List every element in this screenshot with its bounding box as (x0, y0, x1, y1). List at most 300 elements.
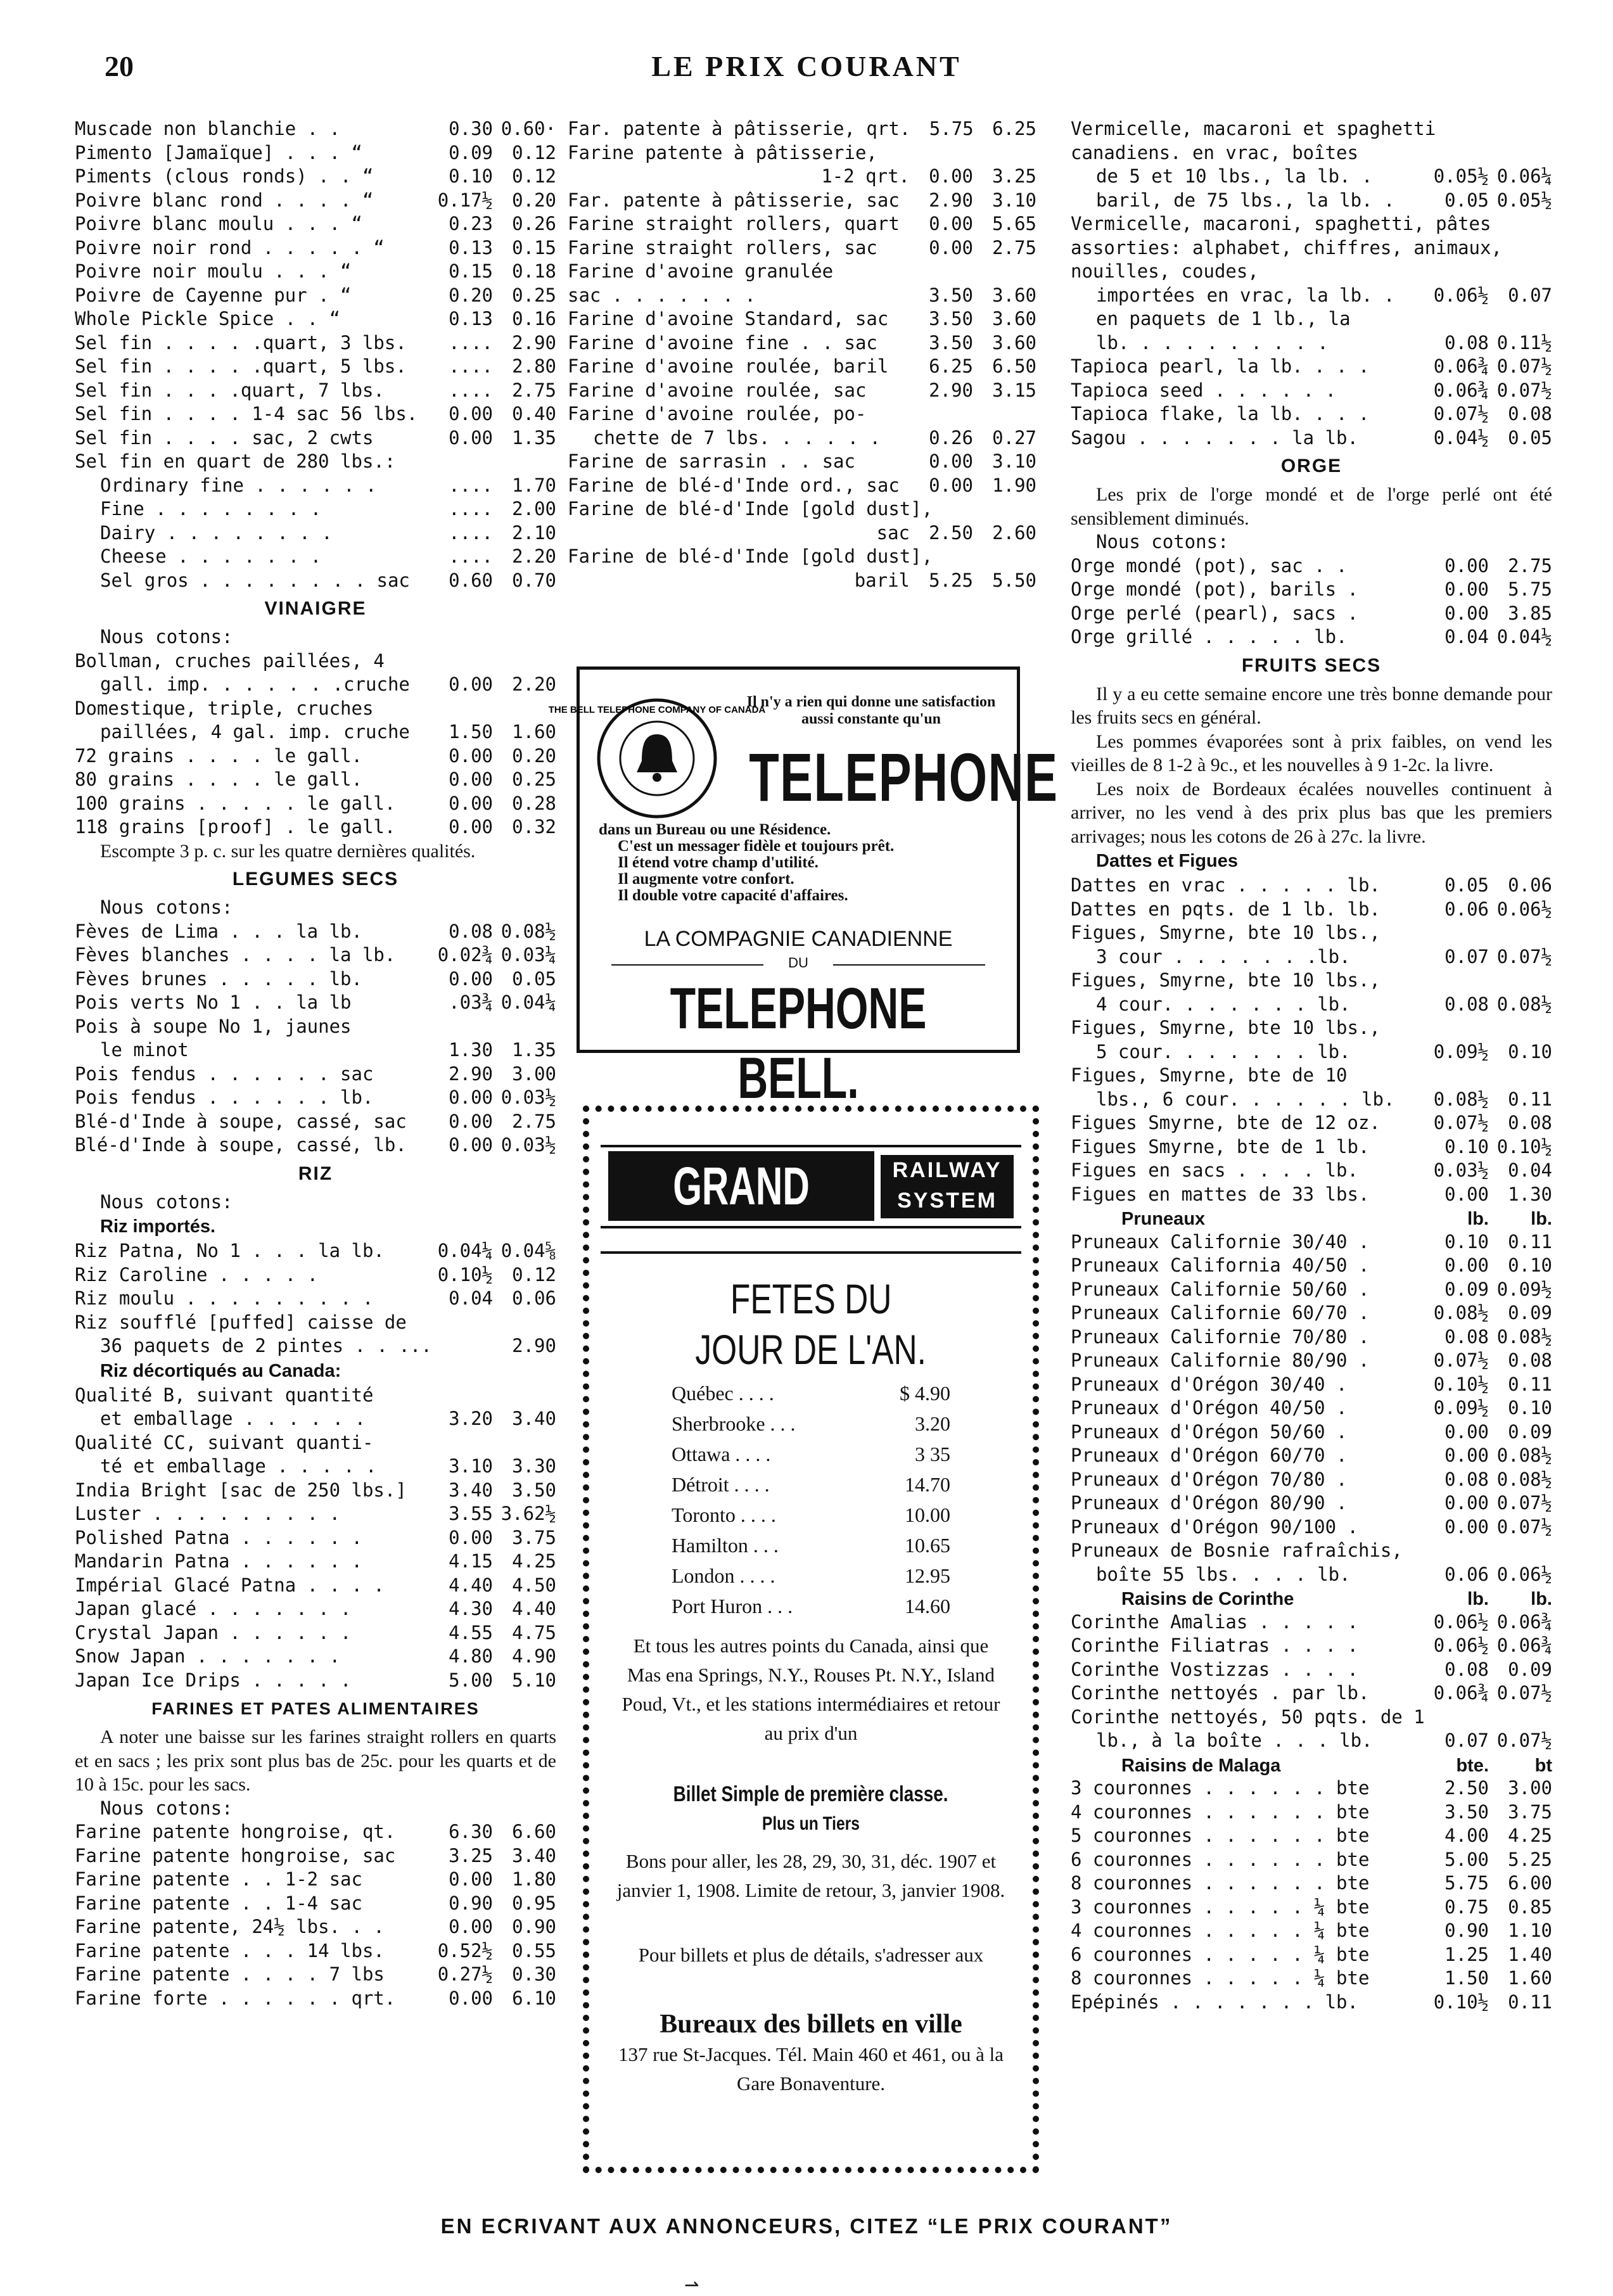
item-label: 1-2 qrt. (821, 165, 910, 187)
price-high: 4.40 (512, 1598, 556, 1619)
price-row (593, 426, 1036, 450)
price-low: 0.09 (1444, 1278, 1489, 1300)
item-label: 5 cour. . . . . . . lb. (1096, 1040, 1351, 1062)
item-label: Pruneaux California 40/50 . (1071, 1254, 1370, 1276)
price-row (75, 355, 556, 379)
price-row (1096, 1729, 1552, 1753)
price-low: 5.75 (1444, 1872, 1489, 1894)
price-low: 5.00 (1444, 1848, 1489, 1870)
fetes-heading (583, 1273, 1039, 1375)
autres-points: Et tous les autres points du Canada, ainsi que Mas ena Springs, N.Y., Rouses Pt. N.Y., Island Poud, Vt., et les stations intermédiaires et retour au prix d'un (622, 1635, 1000, 1744)
price-row (75, 991, 556, 1015)
price-high: 2.90 (512, 331, 556, 354)
price-low: 0.00 (1444, 1492, 1489, 1514)
price-low: 0.75 (1444, 1896, 1489, 1918)
price-row (1071, 1967, 1552, 1991)
price-row (568, 521, 1036, 545)
price-high: 0.32 (512, 816, 556, 838)
item-label: 8 couronnes . . . . . ¼ bte (1071, 1967, 1370, 1989)
price-low: 2.90 (929, 189, 973, 211)
price-high: 3.60 (992, 308, 1036, 329)
price-row (1071, 1658, 1552, 1682)
qualite-cc-row (75, 1455, 556, 1479)
price-row (1071, 1896, 1552, 1920)
price-row (75, 1110, 556, 1134)
price-high: 3.60 (992, 331, 1036, 354)
price-high: 3.60 (992, 284, 1036, 306)
price-row (75, 402, 556, 426)
item-label: chette de 7 lbs. . . . . . (593, 426, 881, 449)
figues-row (1071, 945, 1552, 969)
price-row (75, 1597, 556, 1621)
price-high: 0.95 (512, 1892, 556, 1914)
price-row (75, 1239, 556, 1263)
item-label: lb., à la boîte . . . lb. (1096, 1730, 1373, 1751)
destination-row (672, 1469, 950, 1500)
price-row (1096, 189, 1552, 213)
price-low: 0.00 (449, 1134, 493, 1156)
price-low: 0.52½ (437, 1939, 493, 1961)
price-low: 0.60 (449, 569, 493, 591)
price-row (1071, 625, 1552, 649)
price-high: 0.07½ (1496, 1682, 1552, 1704)
destination-price: 14.70 (905, 1473, 950, 1496)
avoine-pochette: Farine d'avoine roulée, po- (568, 403, 867, 424)
validity-text: Bons pour aller, les 28, 29, 30, 31, déc. 1907 et janvier 1, 1908. Limite de retour, 3, janvier 1908. (616, 1850, 1005, 1901)
price-row (75, 1526, 556, 1550)
bottom-mark: ⇀ (684, 2276, 699, 2295)
sel-header: Sel fin en quart de 280 lbs.: (75, 450, 396, 472)
item-label: Figues Smyrne, bte de 1 lb. (1071, 1135, 1370, 1158)
price-high: 6.00 (1508, 1872, 1552, 1894)
price-low: 0.07 (1444, 1730, 1489, 1751)
price-low: 0.07½ (1433, 403, 1489, 424)
price-low: 0.00 (929, 236, 973, 258)
price-low: 1.25 (1444, 1943, 1489, 1965)
corinthe-paquets-row (1071, 1729, 1552, 1753)
figues-head: Figues, Smyrne, bte de 10 (1071, 1064, 1348, 1086)
price-row (75, 1669, 556, 1693)
price-low: 0.15 (449, 260, 493, 282)
item-label: Whole Pickle Spice . . “ (75, 308, 341, 329)
item-label: Pruneaux d'Orégon 90/100 . (1071, 1515, 1358, 1538)
price-high: 0.11 (1508, 1373, 1552, 1395)
price-high: 0.55 (512, 1939, 556, 1961)
plus-un-tiers: Plus un Tiers (762, 1813, 860, 1834)
price-row (568, 331, 1036, 355)
benefit-line: Il augmente votre confort. (618, 871, 794, 888)
patente-row (568, 165, 1036, 189)
price-high: 0.06¼ (1496, 165, 1552, 187)
riz-list-2 (75, 1479, 556, 1693)
price-high: 0.08 (1508, 403, 1552, 424)
price-low: 6.25 (929, 355, 973, 377)
price-row (1071, 1325, 1552, 1349)
destination-row (672, 1530, 950, 1560)
item-label: Pois fendus . . . . . . sac (75, 1062, 374, 1085)
section-orge: ORGE (1280, 456, 1342, 476)
item-label: Impérial Glacé Patna . . . . (75, 1574, 385, 1596)
price-row (100, 673, 556, 697)
destination-name: Québec . . . . (672, 1382, 774, 1405)
price-low: 3.55 (449, 1503, 493, 1524)
item-label: 3 cour . . . . . . .lb. (1096, 945, 1351, 967)
item-label: baril, de 75 lbs., la lb. . (1096, 189, 1395, 211)
destination-name: Port Huron . . . (672, 1595, 793, 1617)
item-label: Sel gros . . . . . . . . sac (100, 569, 410, 591)
farines-patisserie (568, 117, 1036, 141)
price-row (100, 569, 556, 593)
price-low: 0.00 (449, 792, 493, 814)
column-left (75, 117, 556, 2010)
price-row (75, 236, 556, 260)
price-row (1071, 554, 1552, 578)
price-high: 5.65 (992, 213, 1036, 234)
item-label: Figues en sacs . . . . lb. (1071, 1159, 1358, 1181)
price-row (75, 379, 556, 403)
figues-row (1071, 1088, 1552, 1112)
price-row (1071, 1278, 1552, 1302)
billet-simple: Billet Simple de première classe. (673, 1782, 948, 1806)
price-high: 2.75 (512, 1110, 556, 1132)
pruneaux-title: Pruneaux (1121, 1209, 1206, 1229)
price-high: 1.60 (1508, 1967, 1552, 1989)
item-label: et emballage . . . . . . (100, 1408, 366, 1429)
price-row (75, 1621, 556, 1645)
price-high: 0.10½ (1496, 1135, 1552, 1158)
price-row (1071, 1135, 1552, 1159)
vermicelle-importes: Vermicelle, macaroni, spaghetti, pâtes assorties: alphabet, chiffres, animaux, nouilles, coudes, (1071, 213, 1502, 282)
price-high: 1.60 (512, 721, 556, 743)
price-high: 0.08 (1508, 1349, 1552, 1371)
price-high: 3.00 (512, 1062, 556, 1085)
price-high: 3.50 (512, 1479, 556, 1501)
price-row (1096, 1040, 1552, 1064)
item-label: Corinthe nettoyés . par lb. (1071, 1682, 1370, 1704)
price-low: 0.08 (1444, 1468, 1489, 1490)
item-label: Corinthe Vostizzas . . . . (1071, 1658, 1358, 1680)
price-low: 3.20 (449, 1408, 493, 1429)
price-high: 0.15 (512, 236, 556, 258)
price-low: 0.00 (449, 1087, 493, 1108)
item-label: Farine patente . . . 14 lbs. (75, 1939, 385, 1961)
price-row (100, 545, 556, 569)
price-row (75, 967, 556, 992)
price-low: .... (449, 521, 493, 544)
patente-1-2: Farine patente à pâtisserie, (568, 141, 877, 163)
price-low: 0.06¾ (1433, 379, 1489, 401)
item-label: Tapioca pearl, la lb. . . . (1071, 355, 1370, 377)
item-label: India Bright [sac de 250 lbs.] (75, 1479, 407, 1501)
destination-name: Toronto . . . . (672, 1503, 776, 1526)
price-low: 0.09 (449, 141, 493, 163)
gold-dust-2: Farine de blé-d'Inde [gold dust], (568, 545, 933, 567)
price-low: 0.10½ (1433, 1991, 1489, 2013)
section-riz: RIZ (298, 1163, 333, 1184)
item-label: Farine d'avoine roulée, sac (568, 379, 867, 401)
fruits-note-3: Les noix de Bordeaux écalées nouvelles continuent à arriver, no les vend à des prix plus bas que les premiers arrivages; nous les cotons de 26 à 27c. la livre. (1071, 778, 1552, 847)
price-low: 0.00 (449, 1916, 493, 1937)
unit-label: lb. (1531, 1209, 1552, 1229)
price-high: 3.40 (512, 1408, 556, 1429)
destination-name: Détroit . . . . (672, 1473, 770, 1496)
item-label: Pruneaux d'Orégon 40/50 . (1071, 1397, 1348, 1419)
price-row (75, 284, 556, 308)
price-row (1071, 1610, 1552, 1635)
item-label: 4 couronnes . . . . . . bte (1071, 1801, 1370, 1823)
price-row (1096, 165, 1552, 189)
price-high: 0.08½ (1496, 1325, 1552, 1348)
nous-cotons: Nous cotons: (1096, 531, 1229, 552)
section-farines: FARINES ET PATES ALIMENTAIRES (151, 1699, 480, 1718)
price-high: 0.40 (512, 403, 556, 424)
destination-price: 10.00 (905, 1503, 950, 1526)
item-label: Farine patente, 24½ lbs. . . (75, 1916, 385, 1937)
item-label: Sel fin . . . . 1-4 sac 56 lbs. (75, 403, 418, 424)
destination-name: London . . . . (672, 1564, 775, 1587)
price-row (1071, 1776, 1552, 1801)
item-label: lbs., 6 cour. . . . . . lb. (1096, 1088, 1395, 1110)
price-low: 3.10 (449, 1455, 493, 1477)
price-row (75, 768, 556, 792)
price-high: 4.75 (512, 1621, 556, 1643)
price-high: 0.04 (1508, 1159, 1552, 1181)
item-label: Poivre blanc rond . . . . “ (75, 189, 374, 211)
tapioca-list (1071, 355, 1552, 450)
price-high: 6.10 (512, 1987, 556, 2009)
price-high: 0.05 (512, 967, 556, 990)
price-low: 5.00 (449, 1669, 493, 1691)
item-label: 8 couronnes . . . . . . bte (1071, 1872, 1370, 1894)
price-high: 2.75 (512, 379, 556, 401)
item-label: 4 cour. . . . . . . lb. (1096, 993, 1351, 1015)
price-high: 1.30 (1508, 1183, 1552, 1205)
price-high: 0.08 (1508, 1112, 1552, 1133)
price-low: 0.00 (929, 213, 973, 234)
item-label: Riz moulu . . . . . . . . . (75, 1287, 374, 1309)
destinations-list (672, 1378, 950, 1621)
price-row (75, 1086, 556, 1110)
pois-soupe-row (75, 1038, 556, 1062)
figues-blocks (1071, 921, 1552, 1111)
price-row (75, 1892, 556, 1916)
price-high: 3.75 (1508, 1801, 1552, 1823)
item-label: 6 couronnes . . . . . . bte (1071, 1848, 1370, 1870)
price-row (568, 236, 1036, 260)
item-label: Tapioca seed . . . . . . (1071, 379, 1337, 401)
price-low: 0.08 (449, 920, 493, 942)
avoine-pochette-row (568, 426, 1036, 450)
price-low: 0.00 (1444, 602, 1489, 624)
price-high: 0.20 (512, 744, 556, 767)
unit-label: lb. (1531, 1589, 1552, 1609)
price-low: 0.04 (449, 1287, 493, 1309)
price-high: 0.09 (1508, 1658, 1552, 1680)
price-high: 0.04⅝ (500, 1240, 556, 1261)
price-low: 0.02¾ (437, 944, 493, 966)
price-high: 4.25 (512, 1550, 556, 1572)
price-row (1071, 1230, 1552, 1254)
price-row (1071, 1681, 1552, 1706)
item-label: Crystal Japan . . . . . . (75, 1621, 352, 1643)
price-high: 3.00 (1508, 1777, 1552, 1799)
destination-row (672, 1378, 950, 1408)
bureaux-title: Bureaux des billets en ville (660, 2010, 962, 2039)
price-row (1071, 1848, 1552, 1872)
price-high: 2.20 (512, 673, 556, 695)
price-row (568, 165, 1036, 189)
malaga-title: Raisins de Malaga (1121, 1755, 1281, 1776)
corinthe-paquets: Corinthe nettoyés, 50 pqts. de 1 (1071, 1706, 1425, 1728)
item-label: Mandarin Patna . . . . . . (75, 1550, 362, 1572)
benefit-line: C'est un messager fidèle et toujours prêt. (618, 838, 895, 855)
price-low: 0.06¾ (1433, 355, 1489, 377)
price-row (75, 426, 556, 450)
benefit-line: Il étend votre champ d'utilité. (618, 854, 819, 871)
price-low: 0.08½ (1433, 1302, 1489, 1323)
price-low: 0.00 (449, 426, 493, 449)
price-row (1071, 1634, 1552, 1658)
figues-head: Figues, Smyrne, bte 10 lbs., (1071, 922, 1380, 943)
vermicelle-canadiens: Vermicelle, macaroni et spaghetti canadiens. en vrac, boîtes (1071, 118, 1436, 163)
corinthe-list (1071, 1610, 1552, 1706)
price-low: 6.30 (449, 1821, 493, 1842)
item-label: Farine patente . . 1-2 sac (75, 1868, 362, 1890)
price-high: 0.06½ (1496, 898, 1552, 920)
telephone-company: LA COMPAGNIE CANADIENNE (644, 927, 953, 951)
price-low: 0.17½ (437, 189, 493, 211)
item-label: Cheese . . . . . . . (100, 545, 322, 567)
item-label: Corinthe Filiatras . . . . (1071, 1635, 1358, 1656)
item-label: Orge perlé (pearl), sacs . (1071, 602, 1358, 624)
item-label: Muscade non blanchie . . (75, 118, 341, 139)
price-low: 0.10 (1444, 1230, 1489, 1253)
nous-cotons: Nous cotons: (100, 1797, 233, 1819)
price-row (1071, 1349, 1552, 1373)
price-high: 0.85 (1508, 1896, 1552, 1918)
price-row (1071, 402, 1552, 426)
price-low: 0.00 (449, 1987, 493, 2009)
price-high: 2.80 (512, 355, 556, 377)
item-label: Dattes en vrac . . . . . lb. (1071, 874, 1380, 896)
destination-price: 3 35 (915, 1443, 950, 1465)
price-low: 0.06 (1444, 898, 1489, 920)
price-high: 0.28 (512, 792, 556, 814)
item-label: Riz Patna, No 1 . . . la lb. (75, 1240, 385, 1261)
price-low: 0.00 (449, 769, 493, 790)
item-label: Dattes en pqts. de 1 lb. lb. (1071, 898, 1380, 920)
price-row (75, 815, 556, 839)
price-high: 3.85 (1508, 602, 1552, 624)
price-low: 0.00 (1444, 1445, 1489, 1466)
price-high: 1.35 (512, 1039, 556, 1061)
price-high: 0.30 (512, 1963, 556, 1985)
price-low: 3.40 (449, 1479, 493, 1501)
price-row (75, 943, 556, 967)
telephone-benefits (599, 822, 1004, 904)
pois-soupe: Pois à soupe No 1, jaunes (75, 1015, 352, 1037)
price-row (1071, 1468, 1552, 1492)
price-high: 3.10 (992, 450, 1036, 472)
corinthe-header (1071, 1586, 1552, 1610)
destination-name: Sherbrooke . . . (672, 1412, 796, 1435)
section-legumes: LEGUMES SECS (232, 869, 399, 890)
item-label: Pois verts No 1 . . la lb (75, 992, 352, 1013)
price-low: 0.30 (449, 118, 493, 139)
price-high: 4.25 (1508, 1825, 1552, 1846)
price-high: 4.50 (512, 1574, 556, 1596)
price-low: .... (449, 545, 493, 567)
price-low: .... (449, 474, 493, 496)
price-low: 0.10½ (437, 1263, 493, 1285)
price-row (1096, 331, 1552, 355)
price-high: 1.70 (512, 474, 556, 496)
column-middle (568, 117, 1036, 592)
price-row (1071, 1943, 1552, 1967)
footer-notice: EN ECRIVANT AUX ANNONCEURS, CITEZ “LE PRIX COURANT” (440, 2214, 1173, 2238)
bell-logo-icon (548, 695, 766, 822)
vinaigre-domestique: Domestique, triple, cruches (75, 697, 374, 719)
price-high: 1.10 (1508, 1920, 1552, 1941)
price-low: 0.00 (929, 450, 973, 472)
grand-trunk-ad (583, 1106, 1039, 2173)
item-label: baril (854, 569, 910, 591)
price-row (100, 1407, 556, 1431)
price-row (1096, 284, 1552, 308)
item-label: Orge grillé . . . . . lb. (1071, 626, 1348, 647)
price-low: 0.00 (449, 1868, 493, 1890)
item-label: 80 grains . . . . le gall. (75, 769, 362, 790)
price-row (75, 1550, 556, 1574)
price-row (1071, 1254, 1552, 1278)
price-high: 0.07½ (1496, 1515, 1552, 1538)
vermicelle-paquets: en paquets de 1 lb., la (1096, 308, 1351, 329)
price-low: 0.03½ (1433, 1159, 1489, 1181)
legumes-list-2 (75, 1062, 556, 1158)
price-low: 0.06½ (1433, 284, 1489, 306)
item-label: 6 couronnes . . . . . ¼ bte (1071, 1943, 1370, 1965)
price-low: 0.04 (1444, 626, 1489, 647)
price-row (75, 117, 556, 141)
price-row (1071, 1515, 1552, 1540)
destination-name: Hamilton . . . (672, 1534, 779, 1557)
item-label: Japan Ice Drips . . . . . (75, 1669, 352, 1691)
price-high: 3.40 (512, 1844, 556, 1866)
price-high: 0.60· (500, 118, 556, 139)
item-label: Farine de sarrasin . . sac (568, 450, 855, 472)
item-label: 5 couronnes . . . . . . bte (1071, 1825, 1370, 1846)
price-row (568, 450, 1036, 474)
price-row (1071, 1991, 1552, 2015)
item-label: Pruneaux Californie 60/70 . (1071, 1302, 1370, 1323)
avoine-row (568, 284, 1036, 308)
price-low: 0.08 (1444, 1658, 1489, 1680)
price-high: 6.50 (992, 355, 1036, 377)
price-row (568, 189, 1036, 213)
price-high: 2.90 (512, 1335, 556, 1356)
price-high: 0.11 (1508, 1230, 1552, 1253)
price-high: 0.06¾ (1496, 1610, 1552, 1633)
price-low: .03¾ (449, 992, 493, 1013)
sel-list (75, 474, 556, 593)
details-text: Pour billets et plus de détails, s'adresser aux (638, 1944, 984, 1966)
item-label: Farine patente hongroise, sac (75, 1844, 396, 1866)
price-row (568, 379, 1036, 403)
dattes-list (1071, 874, 1552, 921)
price-row (75, 1820, 556, 1844)
price-low: 0.00 (929, 474, 973, 496)
price-high: 0.05½ (1496, 189, 1552, 211)
